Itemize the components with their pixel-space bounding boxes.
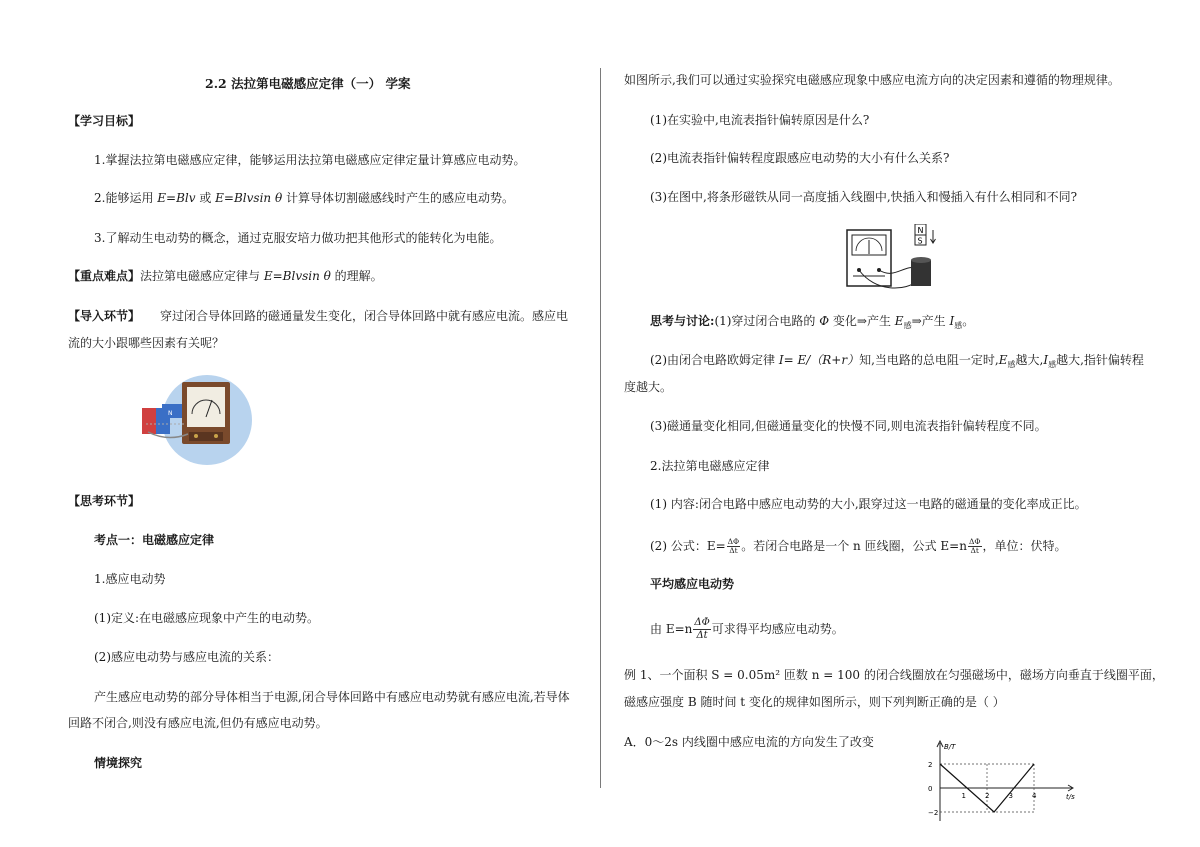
x-axis-label: t/s (1066, 793, 1075, 801)
law-content: (1) 内容:闭合电路中感应电动势的大小,跟穿过这一电路的磁通量的变化率成正比。 (650, 497, 1087, 511)
b-t-graph (920, 735, 1080, 825)
svg-text:N: N (168, 410, 173, 417)
section-1-heading: 1.感应电动势 (94, 572, 166, 586)
x-tick-label: 4 (1032, 792, 1037, 800)
graph-tick-labels (928, 761, 1037, 817)
key-points: 【重点难点】法拉第电磁感应定律与 E=Blvsin θ 的理解。 (68, 269, 383, 283)
example-1-line-1: 例 1、一个面积 S = 0.05m² 匝数 n = 100 的闭合线圈放在匀强磁场中，磁场方向垂直于线圈平面， (624, 668, 1164, 682)
column-divider (600, 68, 601, 788)
question-2: (2)电流表指针偏转程度跟感应电动势的大小有什么关系? (650, 151, 950, 165)
think-heading: 【思考环节】 (68, 494, 141, 508)
discussion-2: (2)由闭合电路欧姆定律 I= E/（R+r）知,当电路的总电阻一定时$,E_感$越大$,I_感$越大,指针偏转程 (650, 353, 1144, 369)
relation: (2)感应电动势与感应电流的关系： (94, 650, 279, 664)
point-1: 考点一：电磁感应定律 (94, 533, 215, 547)
definition: (1)定义:在电磁感应现象中产生的电动势。 (94, 611, 320, 625)
discussion-3: (3)磁通量变化相同,但磁通量变化的快慢不同,则电流表指针偏转程度不同。 (650, 419, 1047, 433)
example-1-line-2: 磁感应强度 B 随时间 t 变化的规律如图所示，则下列判断正确的是（ ） (624, 695, 1005, 709)
experiment-image (845, 224, 947, 294)
magnet-s-label: S (917, 236, 923, 246)
x-tick-label: 3 (1008, 792, 1013, 800)
discussion-2-cont: 度越大。 (624, 380, 673, 394)
relation-text-1: 产生感应电动势的部分导体相当于电源,闭合导体回路中有感应电动势就有感应电流,若导体 (94, 690, 570, 704)
page-title: 2.2 法拉第电磁感应定律（一） 学案 (205, 76, 411, 91)
galvanometer-magnet-image (138, 372, 253, 467)
objective-2: 2.能够运用 E=Blv 或 E=Blvsin θ 计算导体切割磁感线时产生的感应电动势。 (94, 191, 514, 205)
objective-1: 1.掌握法拉第电磁感应定律，能够运用法拉第电磁感应定律定量计算感应电动势。 (94, 153, 526, 167)
magnet-n-label: N (917, 226, 924, 235)
question-1: (1)在实验中,电流表指针偏转原因是什么? (650, 113, 870, 127)
fraction-3: $\frac{\Delta\Phi}{\Delta t}$ (694, 617, 710, 641)
objective-3: 3.了解动生电动势的概念，通过克服安培力做功把其他形式的能转化为电能。 (94, 231, 502, 245)
discussion-1: 思考与讨论:(1)穿过闭合电路的 Φ 变化⇒产生 $E_感\Rightarrow$产生 $I_感$。 (650, 314, 975, 330)
intro-text: 如图所示,我们可以通过实验探究电磁感应现象中感应电流方向的决定因素和遵循的物理规律。 (624, 73, 1120, 87)
section-2-heading: 2.法拉第电磁感应定律 (650, 459, 770, 473)
intro-line-2: 流的大小跟哪些因素有关呢？ (68, 336, 225, 350)
y-tick-label: 2 (928, 761, 933, 769)
scene-heading: 情境探究 (94, 756, 143, 770)
x-tick-label: 2 (985, 792, 990, 800)
intro-line-1: 【导入环节】 穿过闭合导体回路的磁通量发生变化，闭合导体回路中就有感应电流。感应电 (68, 309, 569, 323)
fraction-2: $\frac{\Delta\Phi}{\Delta t}$ (968, 537, 981, 555)
relation-text-2: 回路不闭合,则没有感应电流,但仍有感应电动势。 (68, 716, 328, 730)
average-emf-formula: 由 E=n $\frac{\Delta\Phi}{\Delta t}$ 可求得平均感应电动势。 (650, 617, 844, 641)
law-formula: (2) 公式：E= $\frac{\Delta\Phi}{\Delta t}$ 。若闭合电路是一个 n 匝线圈，公式 E=n $\frac{\Delta\Phi}{\Delta t}$ ，单位：伏特。 (650, 537, 1067, 555)
option-a: A．0～2s 内线圈中感应电流的方向发生了改变 (624, 735, 874, 749)
fraction-1: $\frac{\Delta\Phi}{\Delta t}$ (727, 537, 740, 555)
x-tick-label: 1 (961, 792, 966, 800)
y-tick-label: −2 (928, 809, 939, 817)
average-emf-heading: 平均感应电动势 (650, 577, 735, 591)
question-3: (3)在图中,将条形磁铁从同一高度插入线圈中,快插入和慢插入有什么相同和不同? (650, 190, 1078, 204)
objectives-heading: 【学习目标】 (68, 114, 141, 128)
y-tick-label: 0 (928, 785, 933, 793)
y-axis-label: B/T (944, 743, 956, 751)
